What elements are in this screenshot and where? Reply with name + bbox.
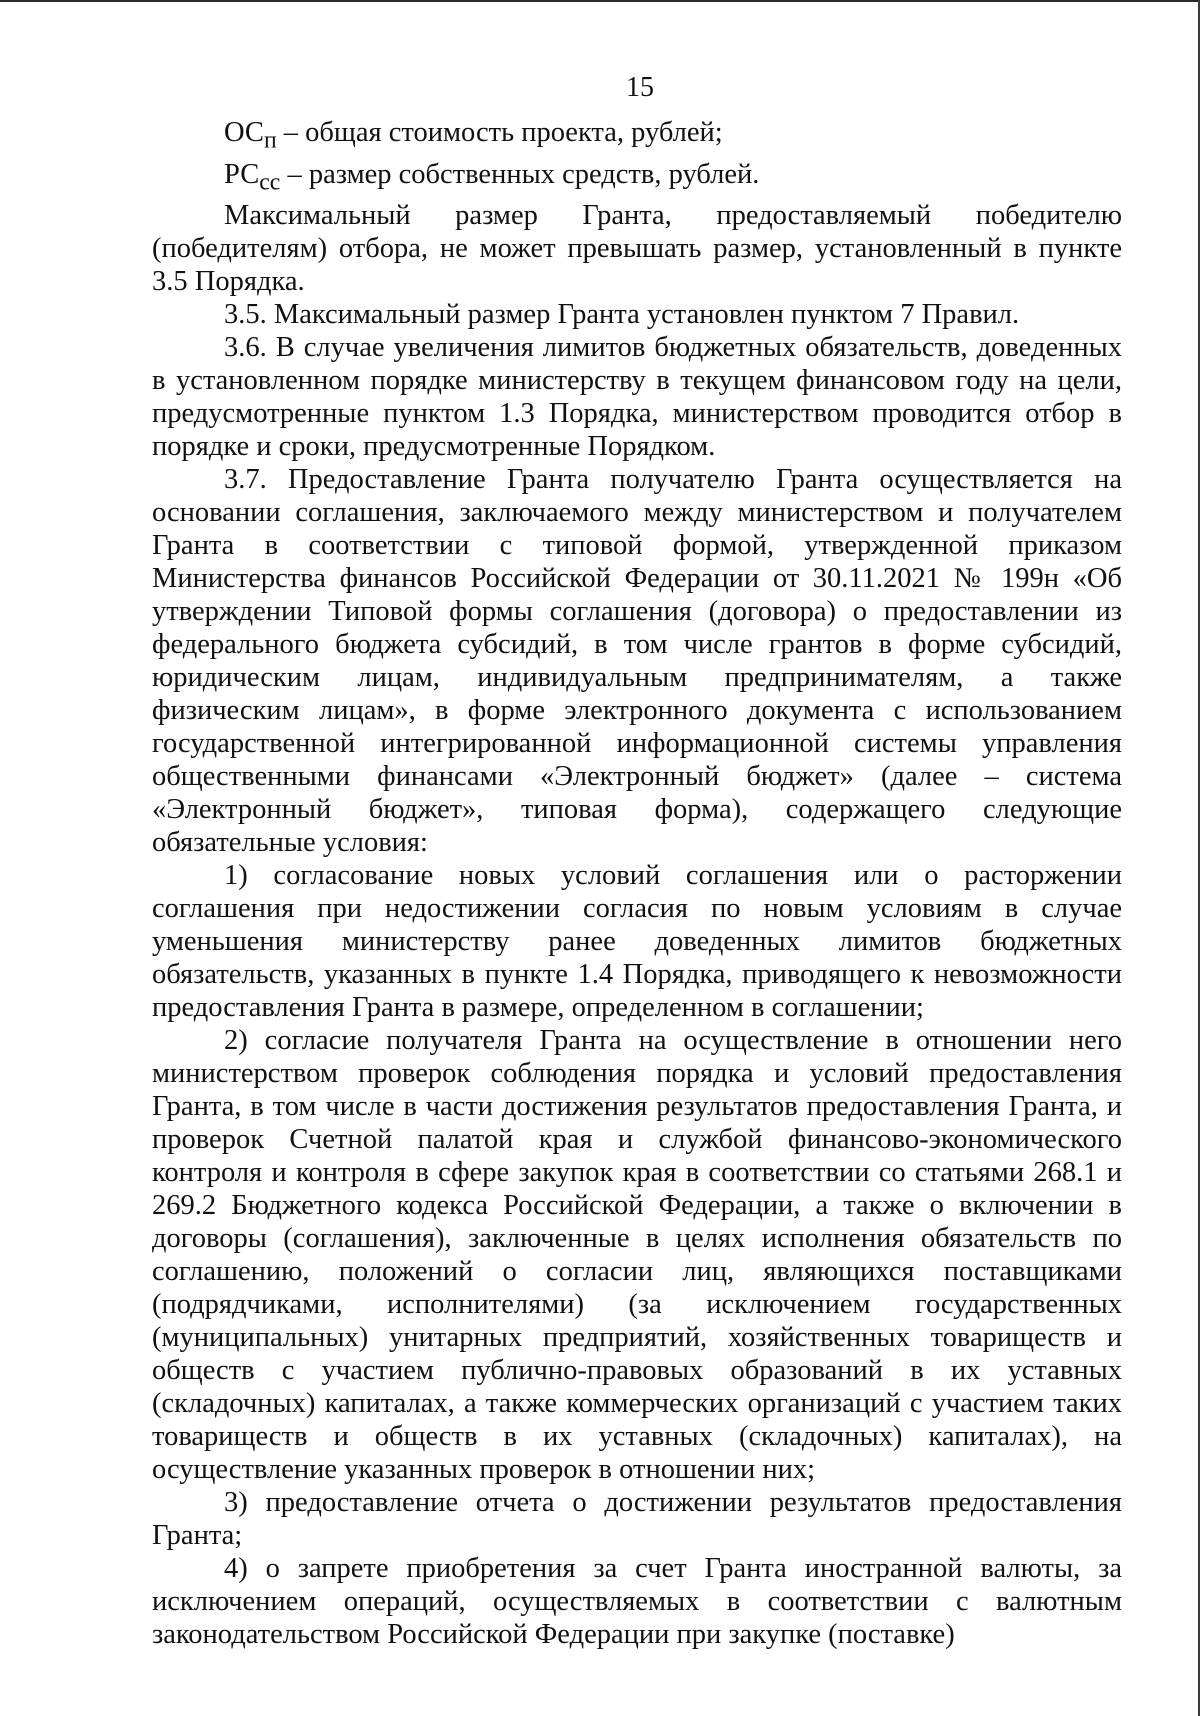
scan-edge-top <box>0 0 1200 2</box>
paragraph-3-7: 3.7. Предоставление Гранта получателю Гранта осуществляется на основании соглашения, заключаемого между министерством и получателем Гранта в соответствии с типовой формой, утвержденной приказом Министерства финансов Российской Федерации от 30.11.2021 № 199н «Об утверждении Типовой формы соглашения (договора) о предоставлении из федерального бюджета субсидий, в том числе грантов в форме субсидий, юридическим лицам, индивидуальным предпринимателям, а также физическим лицам», в форме электронного документа с использованием государственной интегрированной информационной системы управления общественными финансами «Электронный бюджет» (далее – система «Электронный бюджет», типовая форма), содержащего следующие обязательные условия: <box>152 464 1122 859</box>
ocp-symbol: ОС <box>224 117 264 148</box>
paragraph-3-6: 3.6. В случае увеличения лимитов бюджетных обязательств, доведенных в установленном порядке министерству в текущем финансовом году на цели, предусмотренные пунктом 1.3 Порядка, министерством проводится отбор в порядке и сроки, предусмотренные Порядком. <box>152 332 1122 463</box>
rcc-description: – размер собственных средств, рублей. <box>280 158 760 190</box>
formula-legend-rcc <box>152 158 1122 200</box>
list-item-3: 3) предоставление отчета о достижении результатов предоставления Гранта; <box>152 1487 1122 1552</box>
page-number: 15 <box>626 72 654 103</box>
ocp-subscript: п <box>263 127 277 154</box>
rcc-subscript: сс <box>259 169 281 196</box>
list-item-1: 1) согласование новых условий соглашения или о расторжении соглашения при недостижении согласия по новым условиям в случае уменьшения министерству ранее доведенных лимитов бюджетных обязательств, указанных в пункте 1.4 Порядка, приводящего к невозможности предоставления Гранта в размере, определенном в соглашении; <box>152 860 1122 1024</box>
paragraph-3-5: 3.5. Максимальный размер Гранта установлен пунктом 7 Правил. <box>224 299 1020 331</box>
list-item-2: 2) согласие получателя Гранта на осуществление в отношении него министерством проверок соблюдения порядка и условий предоставления Гранта, в том числе в части достижения результатов предоставления Гранта, и проверок Счетной палатой края и службой финансово-экономического контроля и контроля в сфере закупок края в соответствии со статьями 268.1 и 269.2 Бюджетного кодекса Российской Федерации, а также о включении в договоры (соглашения), заключенные в целях исполнения обязательств по соглашению, положений о согласии лиц, являющихся поставщиками (подрядчиками, исполнителями) (за исключением государственных (муниципальных) унитарных предприятий, хозяйственных товариществ и обществ с участием публично-правовых образований в их уставных (складочных) капиталах, а также коммерческих организаций с участием таких товариществ и обществ в их уставных (складочных) капиталах), на осуществление указанных проверок в отношении них; <box>152 1025 1122 1486</box>
ocp-description: – общая стоимость проекта, рублей; <box>276 117 723 148</box>
document-body <box>152 116 1122 1651</box>
rcc-symbol: РС <box>224 158 260 190</box>
list-item-4: 4) о запрете приобретения за счет Гранта иностранной валюты, за исключением операций, осуществляемых в соответствии с валютным законодательством Российской Федерации при закупке (поставке) <box>152 1553 1122 1651</box>
paragraph-max-grant: Максимальный размер Гранта, предоставляемый победителю (победителям) отбора, не может превышать размер, установленный в пункте 3.5 Порядка. <box>152 200 1122 298</box>
formula-legend-ocp <box>152 116 1122 158</box>
